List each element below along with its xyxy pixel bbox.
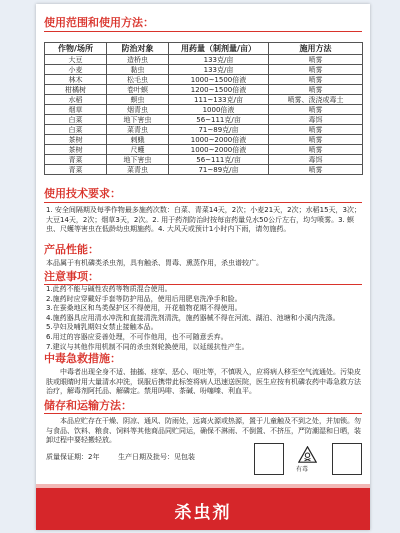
caution-item: 2.施药时应穿戴好手套等防护用品，使用后用肥皂洗净手和脸。 [46,294,242,303]
table-row [45,145,363,155]
table-cell: 1000~2000倍液 [169,145,269,155]
hazard-label: 有毒 [296,466,309,473]
table-row [45,115,363,125]
caution-item: 7.建议与其他作用机制不同的杀虫剂轮换使用，以延缓抗性产生。 [46,342,249,351]
features-text: 本品属于有机磷类杀虫剂，具有触杀、胃毒、熏蒸作用，杀虫谱较广。 [46,259,263,267]
table-cell: 喷雾 [269,75,363,85]
storage-title-divider [44,413,362,414]
table-row [45,85,363,95]
usage-header-cell: 施用方法 [269,43,363,55]
poison-hazard-icon [298,446,317,463]
caution-item: 4.施药器具应用清水冲洗和直接清洗剂清洗，施药器械不得在河流、湖泊、池塘和小溪内洗涤。 [46,313,340,322]
caution-item: 1.此药不能与碱性农药等物质混合使用。 [46,285,172,293]
caution-item: 6.用过的容器应妥善处理，不可作他用，也不可随意丢弃。 [46,332,228,341]
production-batch: 生产日期及批号：见包装 [118,453,195,461]
storage-text [46,417,362,446]
table-row [45,165,363,175]
usage-table [44,42,363,175]
table-cell: 茶树 [45,135,107,145]
caution-item: 5.孕妇及哺乳期妇女禁止接触本品。 [46,323,158,332]
banner-title: 杀虫剂 [174,503,232,523]
table-cell: 白菜 [45,125,107,135]
table-cell: 地下害虫 [107,155,169,165]
storage-section-title: 储存和运输方法： [44,399,132,412]
table-cell: 造桥虫 [107,55,169,65]
table-cell: 菜青虫 [107,165,169,175]
table-row [45,105,363,115]
features-section-title: 产品性能： [44,243,99,256]
table-row [45,135,363,145]
table-cell: 林木 [45,75,107,85]
table-cell: 133克/亩 [169,65,269,75]
table-cell: 喷雾 [269,85,363,95]
table-cell: 茶树 [45,145,107,155]
label-sheet [36,4,370,530]
table-cell: 烟草 [45,105,107,115]
table-cell: 喷雾 [269,135,363,145]
usage-header-cell: 用药量（制剂量/亩） [169,43,269,55]
table-cell: 喷雾、泼浇或毒土 [269,95,363,105]
table-cell: 尺蠖 [107,145,169,155]
table-cell: 毒饵 [269,115,363,125]
table-cell: 喷雾 [269,105,363,115]
table-cell: 大豆 [45,55,107,65]
table-cell: 柑橘树 [45,85,107,95]
usage-title-divider [44,31,362,32]
caution-item: 3.在蚕桑地区和鸟类保护区不得使用，开花植物花期不得使用。 [46,304,242,313]
tech-section-title: 使用技术要求： [44,187,121,200]
table-row [45,125,363,135]
table-cell: 白菜 [45,115,107,125]
table-cell: 水稻 [45,95,107,105]
table-cell: 喷雾 [269,55,363,65]
firstaid-text [46,368,362,397]
firstaid-section-title: 中毒急救措施： [44,352,121,365]
usage-header-cell: 防治对象 [107,43,169,55]
table-row [45,155,363,165]
table-cell: 1200~1500倍液 [169,85,269,95]
table-cell: 111~133克/亩 [169,95,269,105]
usage-section-title: 使用范围和使用方法： [44,16,154,29]
table-cell: 1000~1500倍液 [169,75,269,85]
table-cell: 71~89克/亩 [169,125,269,135]
table-cell: 71~89克/亩 [169,165,269,175]
caution-list [46,285,362,352]
usage-table-body [45,55,363,175]
table-cell: 毒饵 [269,155,363,165]
table-row [45,65,363,75]
table-cell: 松毛虫 [107,75,169,85]
table-cell: 1000倍液 [169,105,269,115]
table-cell: 菜青虫 [107,125,169,135]
info-box-left [254,443,284,475]
table-cell: 56~111克/亩 [169,115,269,125]
table-cell: 青菜 [45,155,107,165]
table-cell: 喷雾 [269,125,363,135]
table-cell: 133克/亩 [169,55,269,65]
table-cell: 小麦 [45,65,107,75]
storage-paragraph: 本品应贮存在干燥、阴凉、通风、防雨处，远离火源或热源，置于儿童触及不到之处，并加锁。勿与食品、饮料、粮食、饲料等其他商品同贮同运，确保不淋雨、不倒置、不挤压，严防潮湿和日晒，装卸过程中要轻搬轻放。 [46,417,361,445]
usage-header-cell: 作物/场所 [45,43,107,55]
table-cell: 喷雾 [269,65,363,75]
table-cell: 地下害虫 [107,115,169,125]
quality-period: 质量保证期：2年 [46,453,100,461]
caution-section-title: 注意事项： [44,270,99,283]
tech-requirements-text [46,206,362,235]
usage-table-header [45,43,363,55]
firstaid-paragraph: 中毒者出现全身不适、抽搐、痉挛、恶心、呕吐等，不慎吸入，应将病人移至空气流通处。污染皮肤或眼睛时用大量清水冲洗，误服后携带此标签将病人迅速送医院，医生应按有机磷农药中毒急救方法治疗，解毒剂阿托品、解磷定。禁用吗啡、茶碱、吩噻嗪、利血平。 [46,368,361,396]
table-cell: 青菜 [45,165,107,175]
tech-paragraph: 1. 安全间隔期及每季作物最多施药次数：白菜、青菜14天，2次；小麦21天，2次；水稻15天，3次；大豆14天，2次；烟草3天，2次。2. 用于药剂防治时按每亩药量兑水50公斤左右，均匀喷雾。3. 螟虫、尺蠖等害虫在低龄幼虫期施药。4. 大风天或预计1小时内下雨，请勿施药。 [46,206,361,234]
table-cell: 56~111克/亩 [169,155,269,165]
table-row [45,95,363,105]
info-box-right [332,443,362,475]
tech-title-divider [44,202,362,203]
table-cell: 黏虫 [107,65,169,75]
table-row [45,75,363,85]
table-cell: 1000~2000倍液 [169,135,269,145]
table-cell: 烟青虫 [107,105,169,115]
table-cell: 刺蛾 [107,135,169,145]
table-row [45,55,363,65]
table-cell: 喷雾 [269,165,363,175]
table-cell: 螟虫 [107,95,169,105]
category-banner [36,488,370,530]
table-cell: 喷雾 [269,145,363,155]
table-cell: 卷叶螟 [107,85,169,95]
